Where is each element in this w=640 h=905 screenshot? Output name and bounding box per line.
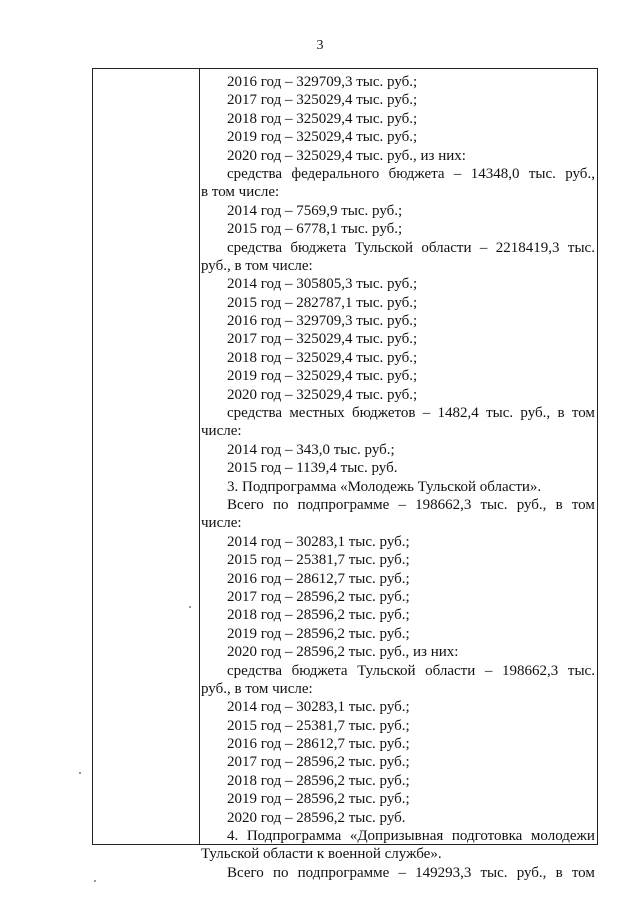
text-line: 2020 год – 28596,2 тыс. руб., из них:	[227, 644, 459, 661]
text-line: средства федерального бюджета – 14348,0 тыс. руб.,	[227, 165, 595, 182]
text-line: руб., в том числе:	[201, 680, 313, 697]
right-column-cell	[201, 73, 595, 882]
text-line: числе:	[201, 515, 242, 532]
text-line: 2020 год – 325029,4 тыс. руб.;	[227, 386, 418, 403]
text-line: Тульской области к военной службе».	[201, 846, 442, 863]
text-line: 2015 год – 25381,7 тыс. руб.;	[227, 552, 410, 569]
text-line: Всего по подпрограмме – 198662,3 тыс. руб., в том	[227, 496, 595, 513]
text-line: 2020 год – 28596,2 тыс. руб.	[227, 809, 406, 826]
scan-speck	[189, 606, 191, 608]
text-line: 2016 год – 28612,7 тыс. руб.;	[227, 570, 410, 587]
text-line: 2015 год – 1139,4 тыс. руб.	[227, 460, 398, 477]
text-line: 2014 год – 7569,9 тыс. руб.;	[227, 202, 403, 219]
text-line: 2018 год – 28596,2 тыс. руб.;	[227, 607, 410, 624]
text-line: 2017 год – 325029,4 тыс. руб.;	[227, 331, 418, 348]
text-line: 2019 год – 325029,4 тыс. руб.;	[227, 129, 418, 146]
text-line: 2014 год – 343,0 тыс. руб.;	[227, 441, 395, 458]
text-line: 2018 год – 325029,4 тыс. руб.;	[227, 110, 418, 127]
text-line: 2016 год – 329709,3 тыс. руб.;	[227, 313, 418, 330]
text-line: 2017 год – 28596,2 тыс. руб.;	[227, 588, 410, 605]
text-line: 2018 год – 28596,2 тыс. руб.;	[227, 772, 410, 789]
text-line: 2016 год – 329709,3 тыс. руб.;	[227, 74, 418, 90]
text-line: 4. Подпрограмма «Допризывная подготовка молодежи	[227, 828, 595, 845]
text-line: 2014 год – 30283,1 тыс. руб.;	[227, 699, 410, 716]
text-line: средства местных бюджетов – 1482,4 тыс. руб., в том	[227, 405, 595, 422]
table-frame	[92, 68, 598, 881]
text-line: 2020 год – 325029,4 тыс. руб., из них:	[227, 147, 466, 164]
page-number: 3	[316, 38, 324, 53]
scan-speck	[79, 772, 81, 774]
text-line: 2014 год – 305805,3 тыс. руб.;	[227, 276, 418, 293]
text-line: 2017 год – 325029,4 тыс. руб.;	[227, 92, 418, 109]
text-line: средства бюджета Тульской области – 198662,3 тыс.	[227, 662, 595, 679]
text-line: средства бюджета Тульской области – 2218419,3 тыс.	[227, 239, 595, 256]
text-line: 2015 год – 282787,1 тыс. руб.;	[227, 294, 418, 311]
text-line: 2015 год – 6778,1 тыс. руб.;	[227, 221, 403, 238]
text-line: 2019 год – 28596,2 тыс. руб.;	[227, 791, 410, 808]
text-line: в том числе:	[201, 184, 280, 201]
text-line: руб., в том числе:	[201, 257, 313, 274]
text-line: 2018 год – 325029,4 тыс. руб.;	[227, 349, 418, 366]
text-line: Всего по подпрограмме – 149293,3 тыс. руб., в том	[227, 864, 595, 881]
text-line: 3. Подпрограмма «Молодежь Тульской области».	[227, 478, 542, 495]
scan-speck	[94, 880, 96, 882]
text-line: 2019 год – 28596,2 тыс. руб.;	[227, 625, 410, 642]
text-line: 2015 год – 25381,7 тыс. руб.;	[227, 717, 410, 734]
text-line: 2017 год – 28596,2 тыс. руб.;	[227, 754, 410, 771]
text-line: 2016 год – 28612,7 тыс. руб.;	[227, 736, 410, 753]
text-line: 2019 год – 325029,4 тыс. руб.;	[227, 368, 418, 385]
left-column-cell	[93, 69, 200, 844]
text-line: числе:	[201, 423, 242, 440]
text-line: 2014 год – 30283,1 тыс. руб.;	[227, 533, 410, 550]
